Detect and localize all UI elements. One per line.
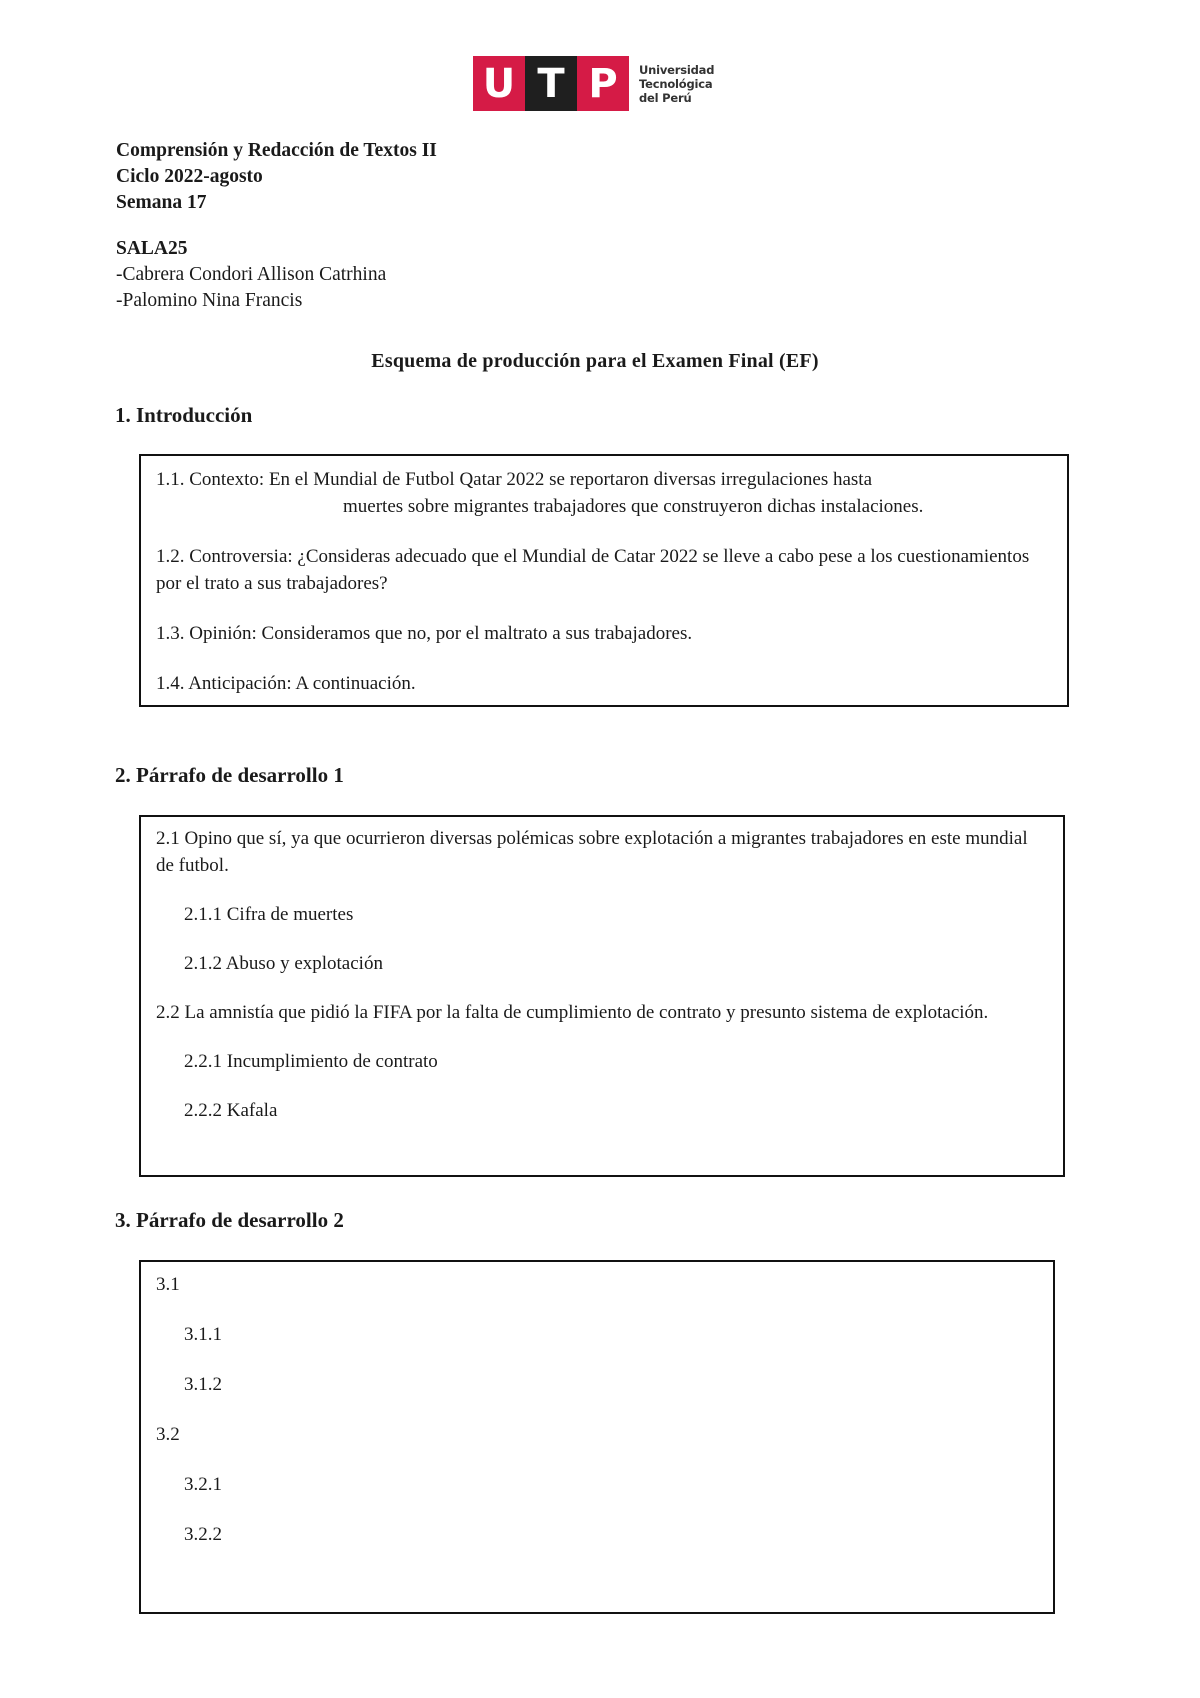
logo-text-line: del Perú <box>639 90 692 105</box>
cycle-label: Ciclo 2022-agosto <box>116 166 263 187</box>
section-heading-introduction: 1. Introducción <box>115 403 253 427</box>
section-heading-development-1: 2. Párrafo de desarrollo 1 <box>115 763 344 787</box>
outline-item: 2.1 Opino que sí, ya que ocurrieron diversas polémicas sobre explotación a migrantes trabajadores en este mundial de futbol. <box>156 828 1028 876</box>
outline-subitem: 2.1.1 Cifra de muertes <box>184 904 354 925</box>
member-name: -Palomino Nina Francis <box>116 290 303 311</box>
contexto-line: muertes sobre migrantes trabajadores que construyeron dichas instalaciones. <box>343 496 924 517</box>
outline-subitem: 2.2.2 Kafala <box>184 1100 278 1121</box>
opinion-text: 1.3. Opinión: Consideramos que no, por el maltrato a sus trabajadores. <box>156 623 693 644</box>
room-label: SALA25 <box>116 238 188 259</box>
outline-subitem: 3.1.2 <box>184 1374 222 1395</box>
outline-item: 3.2 <box>156 1424 180 1445</box>
outline-subitem: 2.1.2 Abuso y explotación <box>184 953 383 974</box>
logo-text-line: Tecnológica <box>639 76 713 91</box>
introduction-box <box>139 454 1069 707</box>
document-title: Esquema de producción para el Examen Final (EF) <box>371 350 819 372</box>
outline-subitem: 3.2.2 <box>184 1524 222 1545</box>
utp-logo-mark <box>473 56 629 111</box>
outline-item: 3.1 <box>156 1274 180 1295</box>
logo-letter-t: T <box>525 56 577 111</box>
contexto-line: 1.1. Contexto: En el Mundial de Futbol Qatar 2022 se reportaron diversas irregulaciones hasta <box>156 469 873 490</box>
logo-letter-u: U <box>473 56 525 111</box>
document-header <box>116 138 437 314</box>
course-name: Comprensión y Redacción de Textos II <box>116 140 437 161</box>
anticipacion-text: 1.4. Anticipación: A continuación. <box>156 673 416 694</box>
development-1-box <box>139 815 1065 1177</box>
outline-subitem: 3.2.1 <box>184 1474 222 1495</box>
logo-wordmark <box>639 63 714 105</box>
outline-item: 2.2 La amnistía que pidió la FIFA por la falta de cumplimiento de contrato y presunto sistema de explotación. <box>156 1002 989 1023</box>
logo-letter-p: P <box>577 56 629 111</box>
development-2-box <box>139 1260 1055 1614</box>
outline-subitem: 2.2.1 Incumplimiento de contrato <box>184 1051 438 1072</box>
controversia-text: 1.2. Controversia: ¿Consideras adecuado que el Mundial de Catar 2022 se lleve a cabo pese a los cuestionamientos por el trato a sus trabajadores? <box>156 546 1030 594</box>
section-heading-development-2: 3. Párrafo de desarrollo 2 <box>115 1208 344 1232</box>
member-name: -Cabrera Condori Allison Catrhina <box>116 264 387 285</box>
outline-subitem: 3.1.1 <box>184 1324 222 1345</box>
week-label: Semana 17 <box>116 192 207 213</box>
utp-logo <box>473 56 714 111</box>
logo-text-line: Universidad <box>639 62 715 77</box>
